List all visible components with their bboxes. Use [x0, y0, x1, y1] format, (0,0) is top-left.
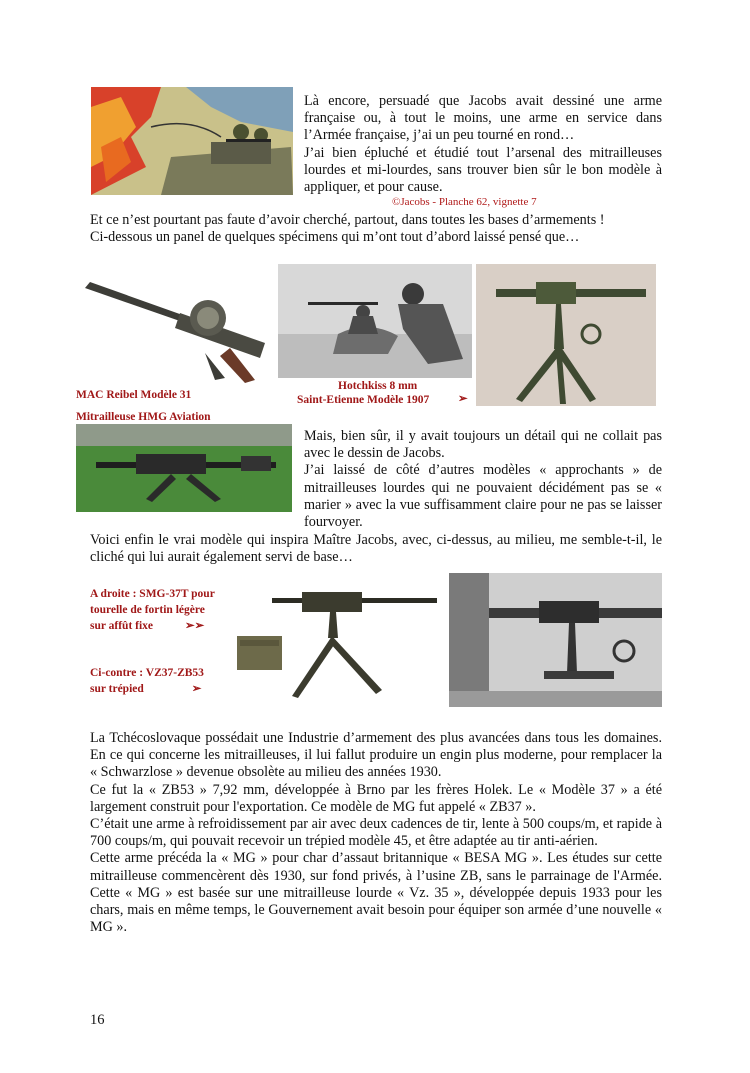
intro-line-1: Et ce n’est pourtant pas faute d’avoir cherché, partout, dans toutes les bases d’armements !	[90, 212, 605, 228]
intro-line-2: Ci-dessous un panel de quelques spécimens qui m’ont tout d’abord laissé pensé que…	[90, 229, 580, 246]
voici-block	[90, 532, 662, 566]
caption-mac-reibel: MAC Reibel Modèle 31	[76, 389, 192, 401]
arrow-right-icon: ➢	[458, 393, 468, 405]
top-paragraph-1: Là encore, persuadé que Jacobs avait dessiné une arme française ou, à tout le moins, une arme en service dans l’Armée française, j’ai un peu tourné en rond…	[304, 93, 662, 144]
voici-paragraph: Voici enfin le vrai modèle qui inspira Maître Jacobs, avec, ci-dessus, au milieu, me semble-t-il, le cliché qui lui aurait également servi de base…	[90, 532, 662, 566]
caption-smg37t-line-2: tourelle de fortin légère	[90, 604, 205, 616]
comic-panel-image	[91, 87, 293, 195]
comic-credit: ©Jacobs - Planche 62, vignette 7	[392, 196, 537, 208]
top-text-block	[304, 93, 662, 196]
vz37-tripod-photo	[232, 578, 442, 700]
caption-smg37t-line-3: sur affût fixe ➢➢	[90, 620, 205, 632]
caption-saint-etienne: Saint-Etienne Modèle 1907	[297, 394, 430, 406]
caption-vz37-line-2: sur trépied ➢	[90, 683, 202, 695]
caption-vz37	[90, 665, 204, 697]
saint-etienne-photo	[476, 264, 656, 406]
page-number: 16	[90, 1012, 105, 1028]
body-paragraph-3: C’était une arme à refroidissement par air avec deux cadences de tir, lente à 500 coups/m, et rapide à 700 coups/m, qui pouvait recevoir un trépied modèle 45, et être adaptée au tir anti-aérien.	[90, 816, 662, 850]
top-paragraph-2: J’ai bien épluché et étudié tout l’arsenal des mitrailleuses lourdes et mi-lourdes, sans trouver bien sûr le bon modèle à appliquer, et pour cause.	[304, 144, 662, 196]
caption-vz37-line-1: Ci-contre : VZ37-ZB53	[90, 667, 204, 679]
body-paragraph-1: La Tchécoslovaque possédait une Industrie d’armement des plus avancées dans tous les domaines. En ce qui concerne les mitrailleuses, il lui fallut produire un engin plus moderne, pour remplacer la « Schwarzlose » devenue obsolète au milieu des années 1930.	[90, 730, 662, 781]
caption-smg37t	[90, 586, 215, 634]
hmg-aviation-photo	[76, 424, 292, 512]
middle-paragraph-1: Mais, bien sûr, il y avait toujours un détail qui ne collait pas avec le dessin de Jacobs.	[304, 428, 662, 462]
double-arrow-right-icon: ➢➢	[185, 620, 205, 632]
smg37t-photo	[449, 573, 662, 707]
intro-block	[90, 212, 680, 246]
body-text-block	[90, 730, 662, 936]
body-paragraph-4: Cette arme précéda la « MG » pour char d’assaut britannique « BESA MG ». Les études sur cette mitrailleuse commencèrent dès 1930, sur fond privés, à l’usine ZB, sans le parrainage de l'Armée. Cette « MG » est basée sur une mitrailleuse lourde « Vz. 35 », développée depuis 1933 pour les chars, mais en même temps, le Gouvernement avait besoin pour équiper son armée d’une nouvelle « MG ».	[90, 850, 662, 936]
middle-text-block	[304, 428, 662, 531]
caption-hmg-aviation: Mitrailleuse HMG Aviation	[76, 411, 211, 423]
hotchkiss-photo	[278, 264, 472, 378]
mac-reibel-photo	[80, 268, 272, 386]
caption-smg37t-line-1: A droite : SMG-37T pour	[90, 588, 215, 600]
body-paragraph-2: Ce fut la « ZB53 » 7,92 mm, développée à Brno par les frères Holek. Le « Modèle 37 » a été largement construit pour l'exportation. Ce modèle de MG fut appelé « ZB37 ».	[90, 781, 662, 815]
arrow-right-icon: ➢	[191, 683, 202, 695]
middle-paragraph-2: J’ai laissé de côté d’autres modèles « approchants » de mitrailleuses lourdes qui ne pouvaient décidément pas se « marier » avec la vue suffisamment claire pour ne pas se laisser fourvoyer.	[304, 462, 662, 531]
caption-hotchkiss: Hotchkiss 8 mm	[338, 380, 418, 392]
